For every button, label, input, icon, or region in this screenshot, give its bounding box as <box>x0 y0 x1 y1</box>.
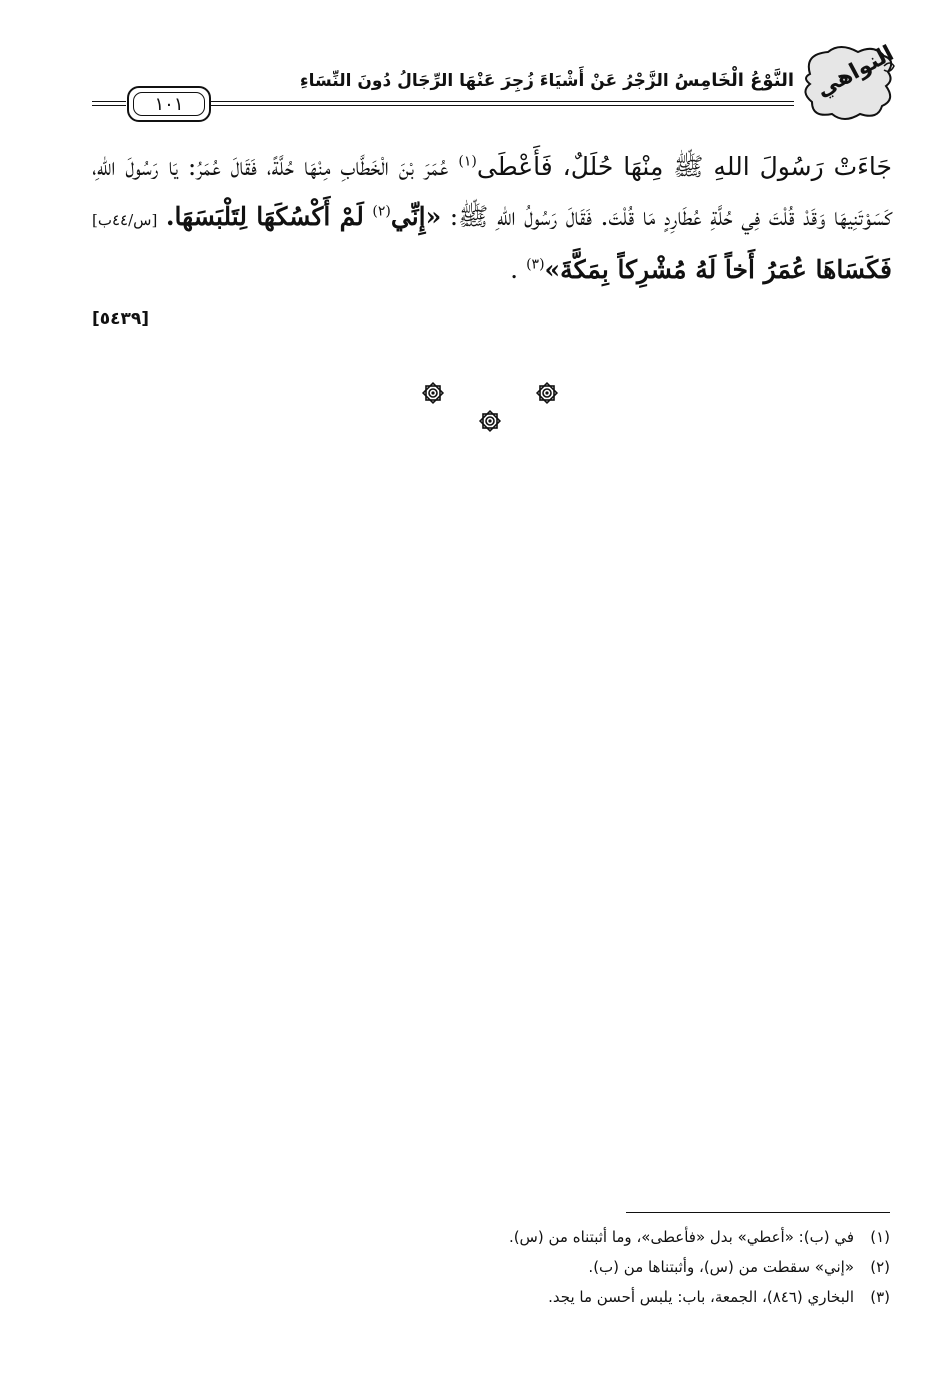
quote-part-2: فَكَسَاهَا عُمَرُ أَخاً لَهُ مُشْرِكاً بِمَكَّةَ <box>560 255 892 284</box>
footnote-text: في (ب): «أعطي» بدل «فأعطى»، وما أثبتناه من (س). <box>508 1228 854 1246</box>
footnote <box>390 1252 890 1282</box>
flower-ornament-icon <box>477 408 503 434</box>
footnote-ref-2: (٢) <box>372 203 391 220</box>
page-number-box <box>127 86 211 122</box>
footnote-separator <box>626 1212 890 1213</box>
chapter-badge-label: النواهي <box>812 41 898 103</box>
footnote-number: (١) <box>870 1228 890 1246</box>
quote-part-1: لَمْ أَكْسُكَهَا لِتَلْبَسَهَا. <box>165 202 364 231</box>
running-title <box>299 70 794 91</box>
footnote-ref-3: (٣) <box>526 256 545 273</box>
manuscript-reference: [س/٤٤ب] <box>92 211 158 229</box>
sentence-end: . <box>510 255 519 284</box>
quote-open: « <box>425 202 442 231</box>
flower-ornament-icon <box>534 380 560 406</box>
footnote <box>390 1282 890 1312</box>
quote-close: » <box>544 255 561 284</box>
running-title-kind: النَّوْعُ الْخَامِسُ <box>674 70 794 91</box>
footnote <box>390 1222 890 1252</box>
hadith-text <box>92 142 892 329</box>
hadith-number: [٥٤٣٩] <box>92 309 150 329</box>
body-part-2: عُمَرَ بْنَ الْخَطَّابِ مِنْهَا حُلَّةً، فَقَالَ عُمَرُ: يَا رَسُولَ اللهِ، كَسَوْتَنِيهَا وَقَدْ قُلْتَ فِي حُلَّةِ عُطَارِدٍ مَا قُلْتَ. فَقَالَ رَسُولُ اللهِ ﷺ: <box>92 152 892 231</box>
footnote-text: «إني» سقطت من (س)، وأثبتناها من (ب). <box>588 1258 854 1276</box>
running-title-text: الزَّجْرُ عَنْ أَشْيَاءَ زُجِرَ عَنْهَا الرِّجَالُ دُونَ النِّسَاءِ <box>299 71 669 91</box>
body-part-1: جَاءَتْ رَسُولَ اللهِ ﷺ مِنْهَا حُلَلٌ، فَأَعْطَى <box>476 152 892 181</box>
page-number: ١٠١ <box>154 93 184 115</box>
footnote-text: البخاري (٨٤٦)، الجمعة، باب: يلبس أحسن ما يجد. <box>548 1288 854 1306</box>
header-rule-left <box>92 101 126 106</box>
footnote-ref-1: (١) <box>458 153 477 170</box>
footnotes <box>390 1222 890 1312</box>
footnote-number: (٢) <box>870 1258 890 1276</box>
flower-ornament-icon <box>420 380 446 406</box>
quote-inni: إِنِّي <box>390 202 426 231</box>
footnote-number: (٣) <box>870 1288 890 1306</box>
header-rule <box>210 101 794 106</box>
